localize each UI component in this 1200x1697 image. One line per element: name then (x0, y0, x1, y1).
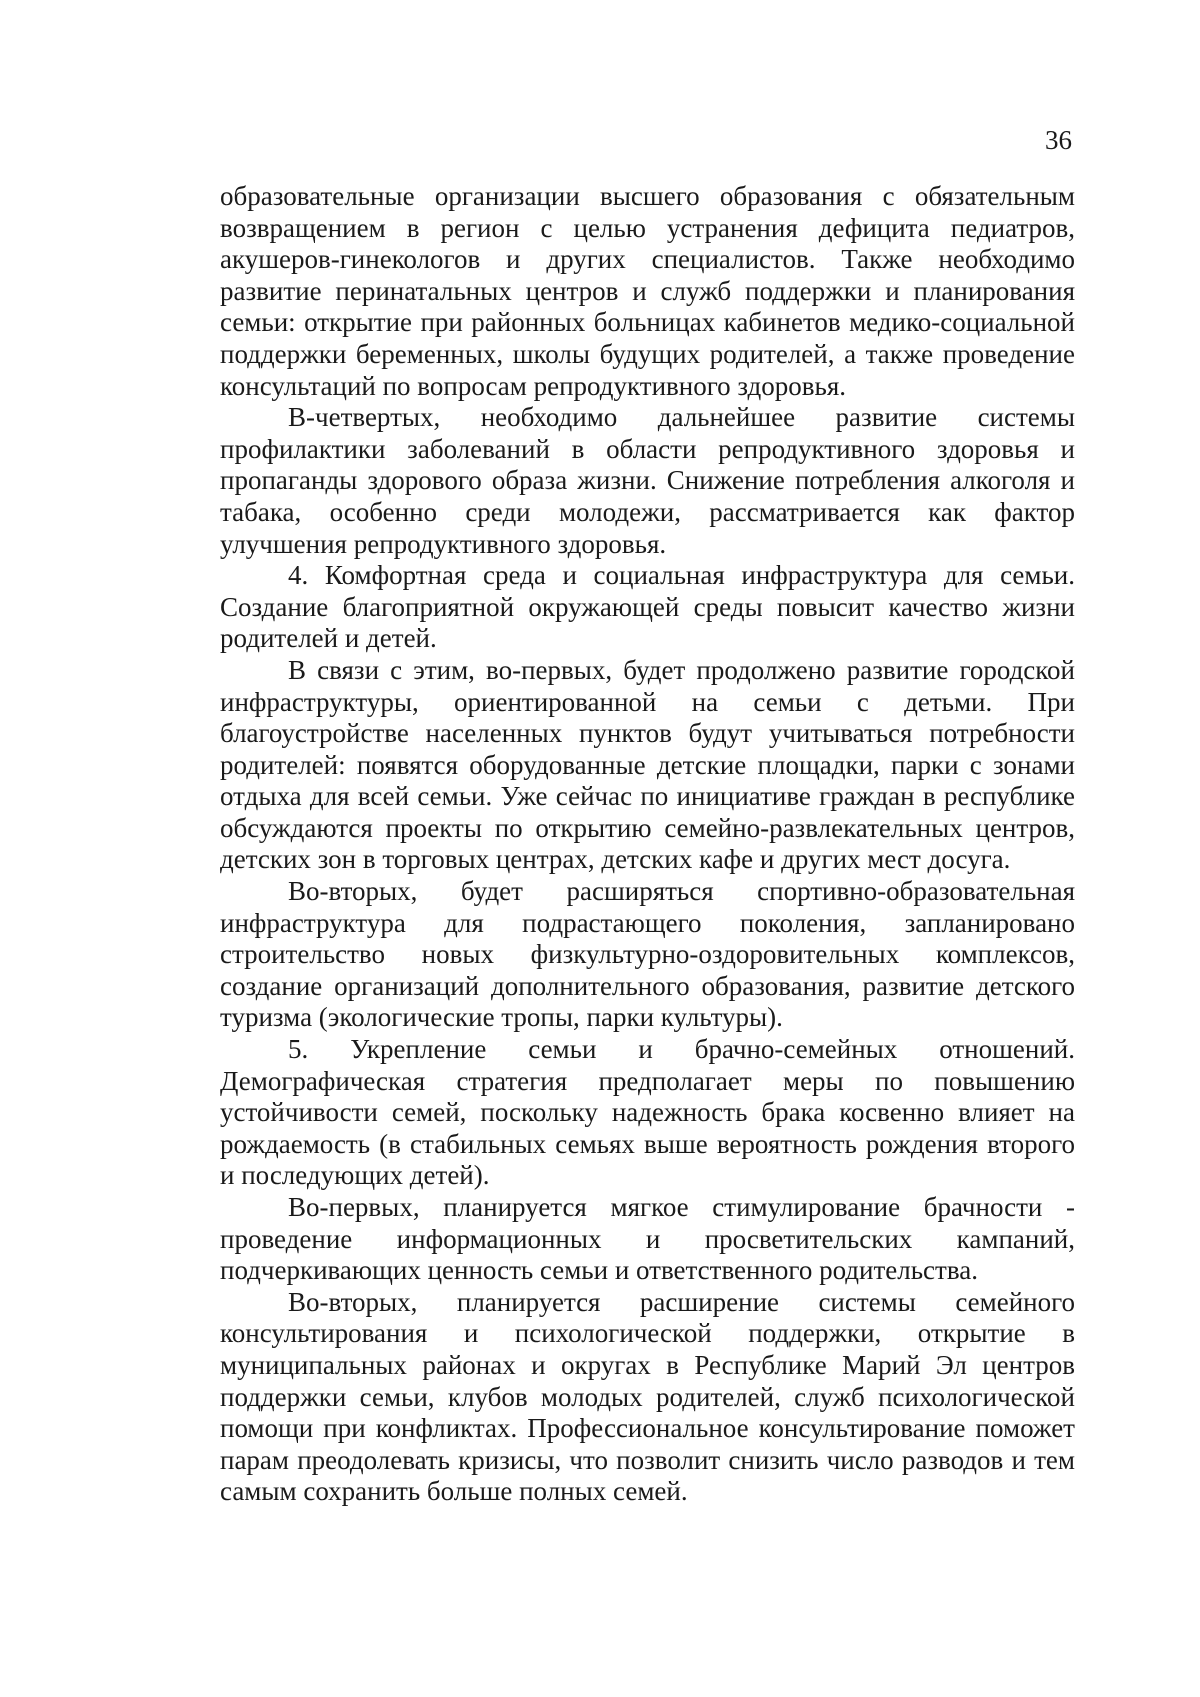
paragraph-section-5-family-strengthening: 5. Укрепление семьи и брачно-семейных отношений. Демографическая стратегия предполагает меры по повышению устойчивости семей, поскольку надежность брака косвенно влияет на рождаемость (в стабильных семьях выше вероятность рождения второго и последующих детей). (220, 1034, 1075, 1191)
paragraph-continuation: образовательные организации высшего образования с обязательным возвращением в регион с целью устранения дефицита педиатров, акушеров-гинекологов и других специалистов. Также необходимо развитие перинатальных центров и служб поддержки и планирования семьи: открытие при районных больницах кабинетов медико-социальной поддержки беременных, школы будущих родителей, а также проведение консультаций по вопросам репродуктивного здоровья. (220, 181, 1075, 401)
page-number: 36 (1045, 125, 1072, 155)
paragraph-section-4-comfortable-environment: 4. Комфортная среда и социальная инфраструктура для семьи. Создание благоприятной окружающей среды повысит качество жизни родителей и детей. (220, 560, 1075, 654)
paragraph-sports-education-infrastructure: Во-вторых, будет расширяться спортивно-образовательная инфраструктура для подрастающего поколения, запланировано строительство новых физкультурно-оздоровительных комплексов, создание организаций дополнительного образования, развитие детского туризма (экологические тропы, парки культуры). (220, 876, 1075, 1033)
paragraph-urban-infrastructure: В связи с этим, во-первых, будет продолжено развитие городской инфраструктуры, ориентированной на семьи с детьми. При благоустройстве населенных пунктов будут учитываться потребности родителей: появятся оборудованные детские площадки, парки с зонами отдыха для всей семьи. Уже сейчас по инициативе граждан в республике обсуждаются проекты по открытию семейно-развлекательных центров, детских зон в торговых центрах, детских кафе и других мест досуга. (220, 654, 1075, 875)
document-body (220, 181, 1075, 1508)
paragraph-family-counseling: Во-вторых, планируется расширение системы семейного консультирования и психологической поддержки, открытие в муниципальных районах и округах в Республике Марий Эл центров поддержки семьи, клубов молодых родителей, служб психологической помощи при конфликтах. Профессиональное консультирование поможет парам преодолевать кризисы, что позволит снизить число разводов и тем самым сохранить больше полных семей. (220, 1286, 1075, 1507)
paragraph-fourthly-reproductive-health: В-четвертых, необходимо дальнейшее развитие системы профилактики заболеваний в области репродуктивного здоровья и пропаганды здорового образа жизни. Снижение потребления алкоголя и табака, особенно среди молодежи, рассматривается как фактор улучшения репродуктивного здоровья. (220, 402, 1075, 559)
paragraph-marriage-stimulation: Во-первых, планируется мягкое стимулирование брачности - проведение информационных и просветительских кампаний, подчеркивающих ценность семьи и ответственного родительства. (220, 1192, 1075, 1286)
